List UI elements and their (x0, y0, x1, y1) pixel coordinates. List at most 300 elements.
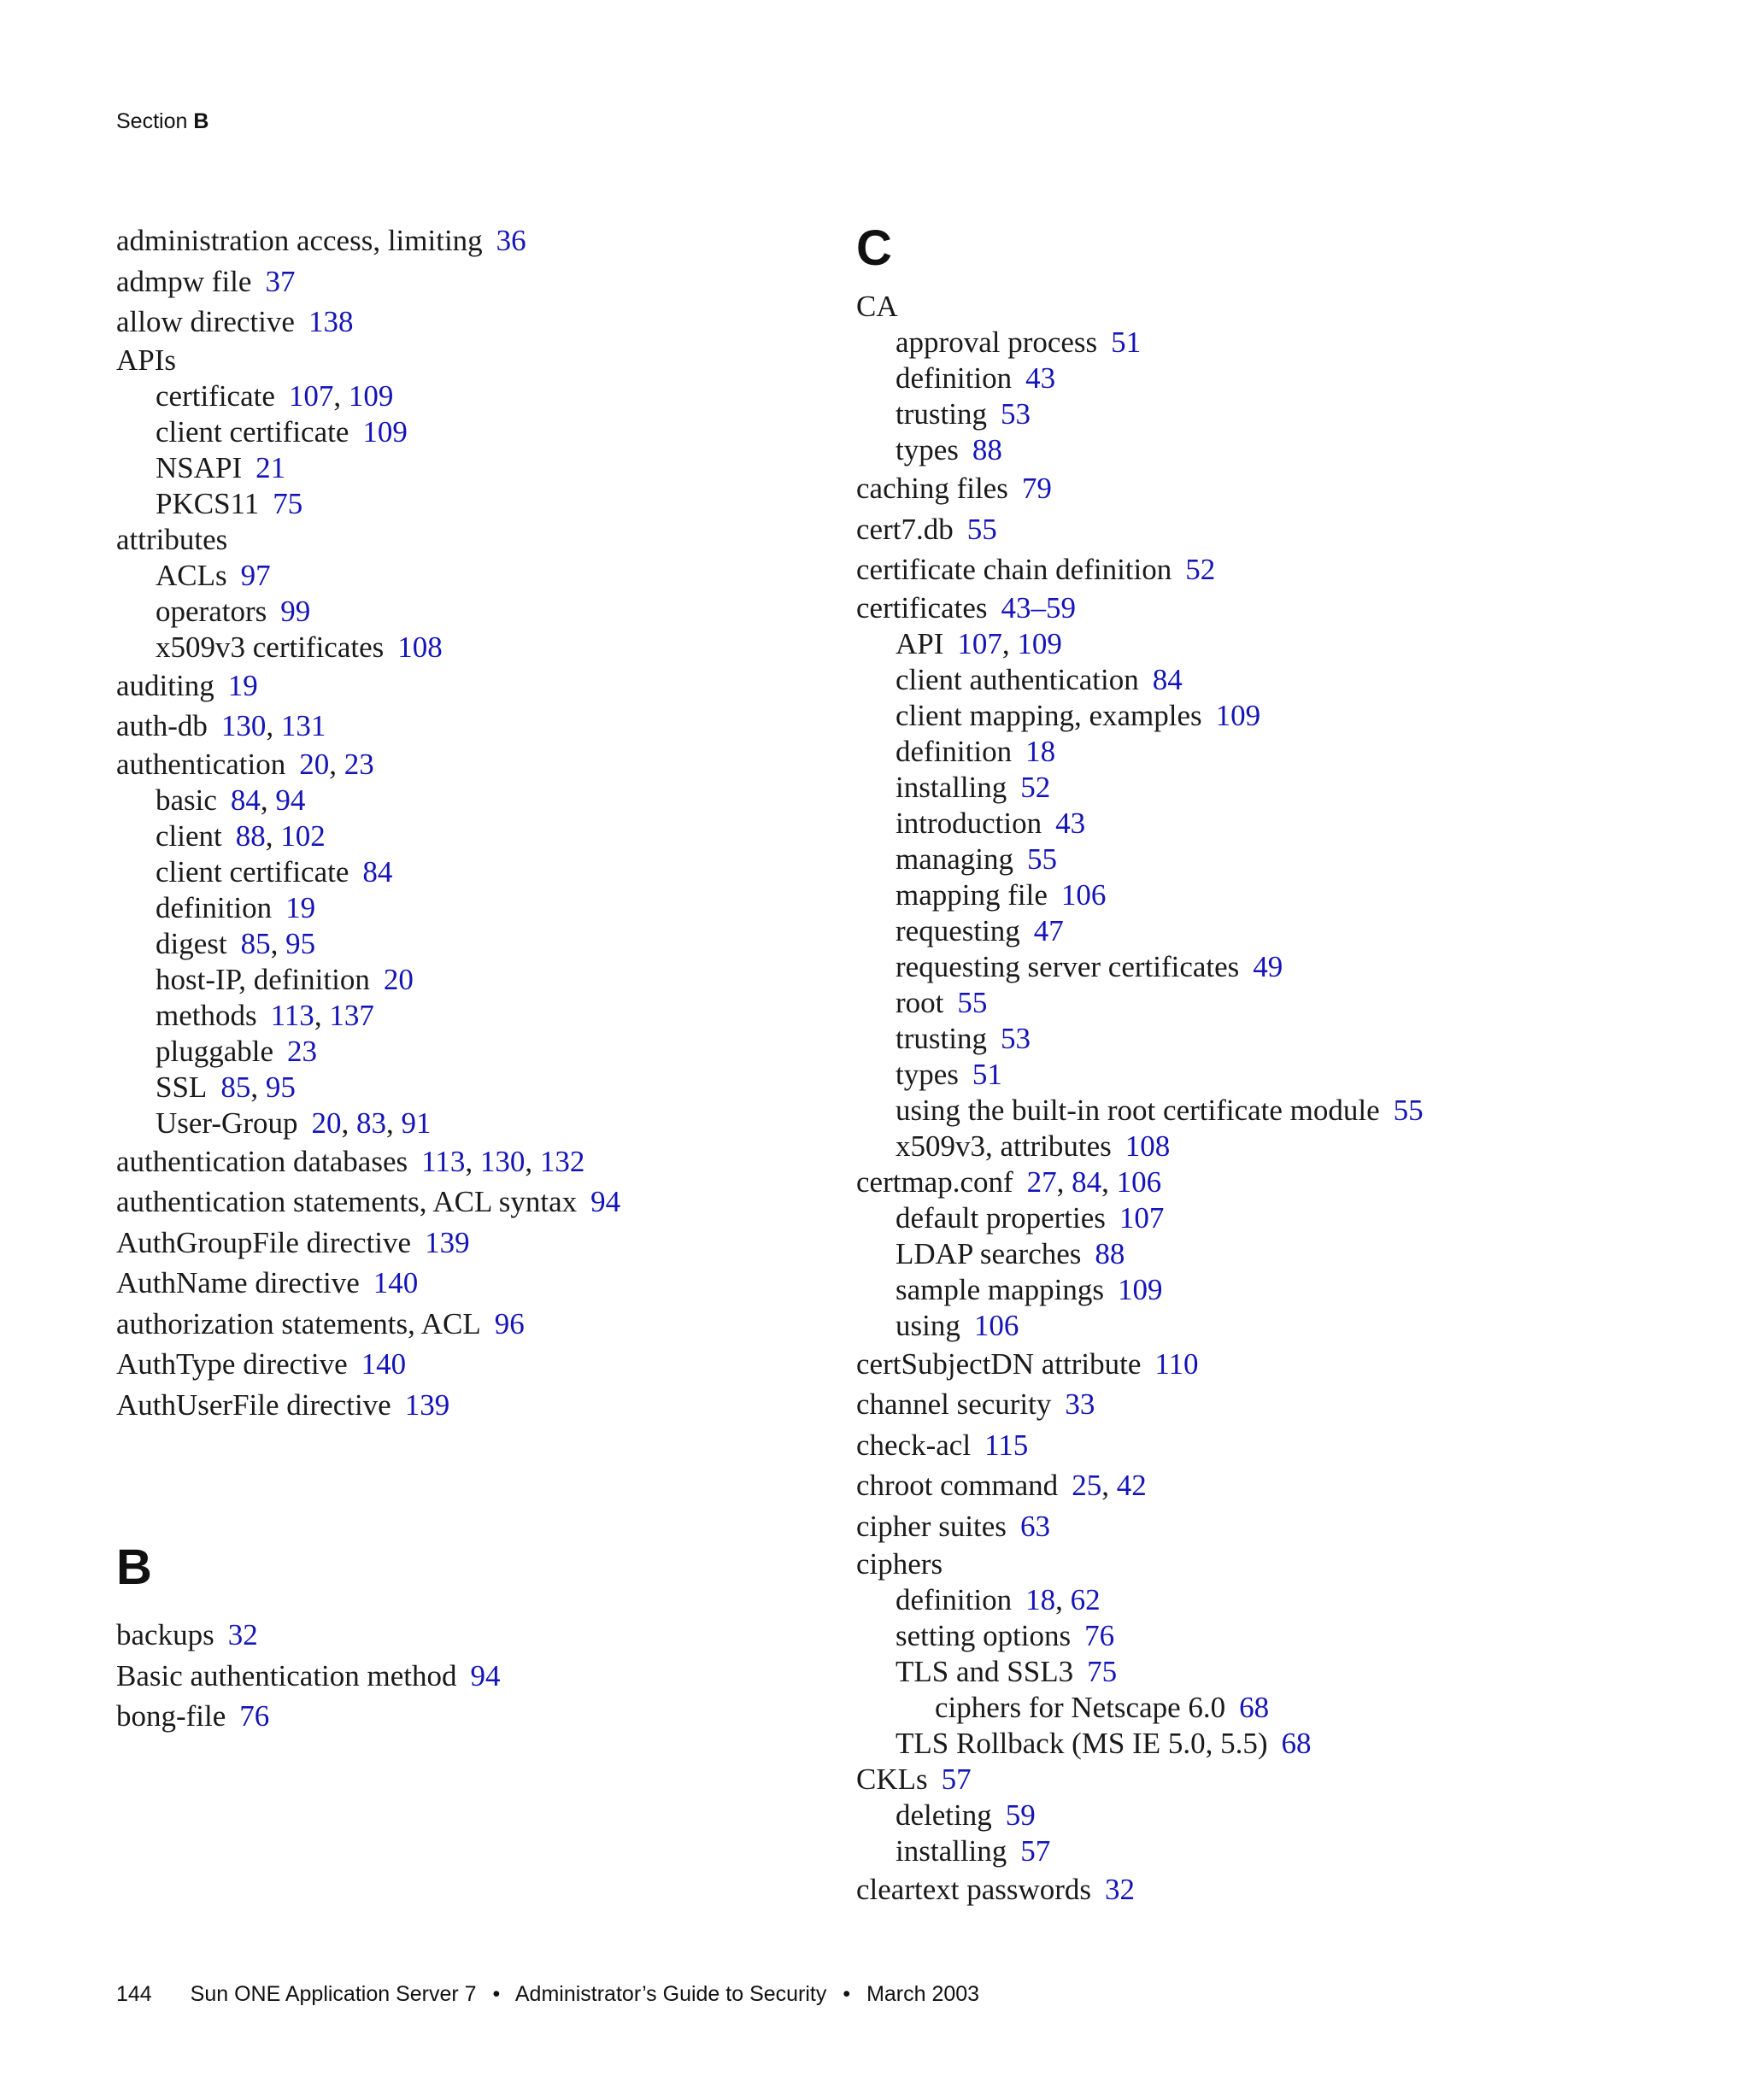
page-refs (1185, 553, 1215, 586)
page-ref-separator: , (1101, 1469, 1117, 1502)
index-subentry (116, 1070, 834, 1106)
page-refs (957, 986, 987, 1019)
page-refs (1084, 1619, 1114, 1652)
index-term: default properties (896, 1200, 1106, 1235)
page-link[interactable]: 99 (280, 594, 311, 628)
page-refs (289, 379, 394, 413)
page-link[interactable]: 63 (1019, 1509, 1050, 1543)
index-entry (116, 1304, 834, 1345)
index-subentry (856, 626, 1659, 662)
index-term: auditing (116, 668, 214, 702)
index-term: check-acl (856, 1428, 972, 1462)
page-refs (590, 1185, 620, 1218)
index-term: certmap.conf (856, 1164, 1013, 1199)
page-link[interactable]: 68 (1281, 1727, 1312, 1760)
page-refs (1027, 842, 1057, 876)
running-head (116, 109, 208, 134)
page-link[interactable]: 84 (362, 854, 393, 889)
page-link[interactable]: 18 (1025, 734, 1056, 768)
page-refs (1027, 1165, 1162, 1199)
index-subentry (856, 1798, 1659, 1833)
page-refs (1034, 914, 1064, 947)
page-refs (1216, 699, 1261, 732)
page-link[interactable]: 42 (1116, 1469, 1147, 1502)
page-link[interactable]: 106 (1060, 877, 1107, 912)
section-letter-b: B (116, 1540, 152, 1595)
index-term: cipher suites (856, 1509, 1007, 1543)
index-entry (116, 343, 834, 378)
index-entry (856, 1546, 1659, 1582)
index-subentry (116, 378, 834, 414)
index-subentry (856, 396, 1659, 432)
page-link[interactable]: 84 (230, 783, 261, 817)
index-entry (116, 522, 834, 558)
page-refs (1394, 1094, 1424, 1127)
page-refs (1105, 1873, 1135, 1906)
index-subentry (856, 806, 1659, 842)
index-term: chroot command (856, 1469, 1059, 1502)
page-link[interactable]: 95 (285, 926, 316, 960)
index-term: allow directive (116, 305, 295, 338)
index-subentry (116, 854, 834, 890)
page-link[interactable]: 76 (239, 1699, 270, 1733)
index-term: methods (156, 998, 257, 1032)
index-term: requesting server certificates (896, 949, 1240, 983)
page-link[interactable]: 91 (401, 1106, 432, 1140)
page-link[interactable]: 23 (287, 1034, 318, 1068)
page-link[interactable]: 55 (1027, 842, 1058, 876)
page-refs (405, 1388, 450, 1422)
index-column-right (856, 220, 1659, 1910)
index-term: AuthName directive (116, 1266, 360, 1299)
index-term: authentication statements, ACL syntax (116, 1185, 578, 1218)
footer-separator: • (843, 1982, 851, 2006)
page-link[interactable]: 32 (227, 1618, 258, 1651)
page-refs (1006, 1798, 1036, 1832)
page-refs (1025, 735, 1055, 768)
index-term: Basic authentication method (116, 1658, 457, 1692)
page-link[interactable]: 37 (265, 264, 296, 298)
page-link[interactable]: 83 (355, 1106, 386, 1140)
page-link[interactable]: 20 (299, 747, 330, 781)
index-term: using (896, 1308, 960, 1342)
page-link[interactable]: 47 (1033, 913, 1064, 947)
index-term: administration access, limiting (116, 224, 483, 257)
page-refs (239, 1699, 269, 1733)
page-link[interactable]: 110 (1154, 1346, 1199, 1381)
index-subentry (856, 1726, 1659, 1762)
page-refs (1020, 1510, 1050, 1543)
page-refs (1154, 1347, 1198, 1381)
page-link[interactable]: 107 (1119, 1200, 1165, 1235)
index-term: deleting (896, 1798, 992, 1832)
page-refs (957, 627, 1062, 660)
index-subentry (856, 949, 1659, 985)
index-entry (116, 666, 834, 707)
index-term: cert7.db (856, 512, 954, 546)
page-link[interactable]: 75 (1087, 1655, 1118, 1688)
index-term: definition (156, 890, 273, 924)
page-link[interactable]: 139 (404, 1387, 450, 1422)
page-link[interactable]: 94 (470, 1658, 501, 1692)
page-link[interactable]: 43 (1055, 806, 1086, 840)
index-term: attributes (116, 522, 228, 556)
index-term: requesting (896, 913, 1020, 947)
index-term: ACLs (156, 558, 227, 592)
index-entry (856, 1762, 1659, 1798)
page-link[interactable]: 55 (966, 512, 997, 546)
page-link[interactable]: 68 (1239, 1691, 1270, 1724)
page-refs (1153, 663, 1183, 696)
page-refs (1065, 1387, 1095, 1421)
index-entry (116, 1263, 834, 1304)
index-term: types (896, 1057, 959, 1091)
page-link[interactable]: 51 (1111, 326, 1142, 359)
page-link[interactable]: 94 (590, 1185, 621, 1218)
page-link[interactable]: 85 (240, 926, 271, 960)
page-link[interactable]: 20 (311, 1106, 342, 1140)
page-link[interactable]: 107 (957, 626, 1002, 660)
page-link[interactable]: 140 (361, 1347, 407, 1381)
page-link[interactable]: 109 (1215, 698, 1261, 732)
page-link[interactable]: 85 (220, 1070, 251, 1104)
page-link[interactable]: 113 (270, 998, 314, 1032)
page-refs (1072, 1469, 1147, 1502)
page-refs (972, 1058, 1002, 1091)
page-link[interactable]: 59 (1005, 1798, 1036, 1832)
index-subentry (856, 1582, 1659, 1618)
page-ref-separator: , (250, 1070, 266, 1104)
index-subentry (116, 962, 834, 998)
page-refs (1025, 361, 1055, 395)
index-subentry (856, 1200, 1659, 1236)
page-refs (972, 433, 1002, 466)
index-entry (856, 1506, 1659, 1547)
index-entry (856, 289, 1659, 325)
page-link[interactable]: 53 (1000, 397, 1031, 431)
page-link[interactable]: 55 (1393, 1093, 1424, 1127)
index-term: introduction (896, 806, 1042, 840)
page-refs (1253, 950, 1283, 983)
page-refs (495, 1307, 525, 1340)
page-refs (273, 487, 302, 520)
page-link[interactable]: 109 (362, 414, 408, 449)
index-entry (116, 747, 834, 783)
page-link[interactable]: 113 (421, 1144, 466, 1178)
index-entry (116, 302, 834, 343)
page-link[interactable]: 102 (280, 818, 326, 853)
index-section-a (116, 220, 834, 1425)
index-subentry (856, 1236, 1659, 1272)
index-term: AuthGroupFile directive (116, 1225, 412, 1259)
footer-date: March 2003 (866, 1982, 980, 2006)
page-link[interactable]: 107 (288, 378, 334, 413)
page-ref-separator: , (270, 926, 286, 960)
page-refs (1001, 1022, 1031, 1055)
page-link[interactable]: 109 (1118, 1272, 1163, 1306)
index-subentry (856, 985, 1659, 1021)
index-subentry (856, 1833, 1659, 1869)
page-link[interactable]: 130 (479, 1144, 526, 1178)
page-refs (421, 1145, 584, 1178)
index-term: trusting (896, 1021, 987, 1055)
page-ref-separator: , (260, 783, 276, 817)
index-subentry (856, 1093, 1659, 1129)
page-link[interactable]: 97 (240, 558, 271, 592)
page-ref-separator: , (266, 709, 281, 742)
footer-product: Sun ONE Application Server 7 (190, 1982, 477, 2006)
index-entry (856, 1425, 1659, 1466)
page-refs (311, 1106, 431, 1140)
page-link[interactable]: 115 (984, 1428, 1029, 1462)
page-refs (1061, 878, 1107, 912)
page-refs (1118, 1273, 1163, 1306)
index-term: installing (896, 1834, 1007, 1868)
index-term: API (896, 626, 944, 660)
index-subentry (116, 486, 834, 522)
index-entry (116, 1182, 834, 1223)
page-link[interactable]: 140 (373, 1266, 419, 1299)
page-link[interactable]: 88 (1095, 1236, 1125, 1270)
index-term: using the built-in root certificate module (896, 1093, 1380, 1127)
page-link[interactable]: 106 (1116, 1164, 1162, 1199)
index-term: SSL (156, 1070, 208, 1104)
page-refs (384, 963, 414, 996)
index-subentry (856, 325, 1659, 361)
index-term: definition (896, 361, 1013, 395)
page-ref-separator: , (314, 998, 330, 1032)
index-entry (856, 1869, 1659, 1910)
page-link[interactable]: 95 (265, 1070, 296, 1104)
index-subentry (856, 1272, 1659, 1308)
page-link[interactable]: 108 (1125, 1129, 1171, 1163)
index-column-left (116, 220, 834, 1737)
index-subentry (856, 1308, 1659, 1344)
index-term: pluggable (156, 1034, 274, 1068)
index-term: backups (116, 1618, 214, 1651)
index-term: client (156, 818, 222, 853)
page-refs (974, 1309, 1019, 1342)
page-link[interactable]: 43–59 (1001, 590, 1077, 625)
index-subentry (856, 1021, 1659, 1057)
index-term: authentication (116, 747, 286, 781)
index-term: User-Group (156, 1106, 298, 1140)
page-refs (1282, 1727, 1312, 1760)
index-term: setting options (896, 1619, 1072, 1652)
page-ref-separator: , (265, 818, 281, 853)
page-link[interactable]: 109 (348, 378, 394, 413)
index-term: client authentication (896, 662, 1139, 696)
index-term: channel security (856, 1387, 1052, 1421)
page-ref-separator: , (1101, 1164, 1117, 1199)
page-link[interactable]: 33 (1065, 1387, 1095, 1421)
page-link[interactable]: 49 (1253, 949, 1283, 983)
page-link[interactable]: 132 (539, 1144, 585, 1178)
index-entry (116, 1656, 834, 1697)
page-link[interactable]: 84 (1152, 662, 1183, 696)
page-refs (471, 1659, 501, 1692)
index-subentry (116, 630, 834, 666)
page-link[interactable]: 131 (280, 709, 326, 742)
index-section-b (116, 1615, 834, 1737)
index-term: managing (896, 842, 1014, 876)
page-link[interactable]: 96 (494, 1306, 525, 1340)
index-term: TLS Rollback (MS IE 5.0, 5.5) (896, 1727, 1268, 1760)
page-refs (373, 1266, 419, 1299)
index-term: client certificate (156, 414, 349, 449)
page-link[interactable]: 75 (273, 486, 303, 520)
page-link[interactable]: 20 (383, 962, 414, 996)
index-subentry (116, 783, 834, 818)
page-refs (285, 891, 315, 924)
page-refs (1111, 326, 1141, 359)
index-subentry (856, 842, 1659, 877)
index-entry (856, 468, 1659, 509)
page-refs (967, 513, 997, 546)
index-term: auth-db (116, 709, 208, 742)
page-refs (1125, 1129, 1171, 1163)
index-entry (116, 1696, 834, 1737)
index-term: client mapping, examples (896, 698, 1202, 732)
index-subentry (116, 1106, 834, 1141)
index-subentry (856, 734, 1659, 770)
page-link[interactable]: 27 (1026, 1164, 1057, 1199)
page-refs (1001, 591, 1077, 625)
page-link[interactable]: 36 (496, 224, 526, 257)
page-link[interactable]: 19 (227, 668, 258, 702)
index-term: client certificate (156, 854, 349, 889)
index-subentry (856, 877, 1659, 913)
page-link[interactable]: 108 (397, 630, 443, 664)
page-link[interactable]: 51 (972, 1057, 1002, 1091)
page-refs (228, 669, 258, 702)
index-term: authentication databases (116, 1144, 408, 1178)
page-ref-separator: , (465, 1144, 480, 1178)
page-link[interactable]: 88 (972, 433, 1002, 466)
page-link[interactable]: 84 (1072, 1164, 1102, 1199)
page-refs (221, 709, 326, 742)
index-term: authorization statements, ACL (116, 1306, 481, 1340)
index-term: certSubjectDN attribute (856, 1346, 1142, 1381)
index-term: definition (896, 734, 1013, 768)
page-refs (287, 1035, 317, 1068)
page-link[interactable]: 57 (1020, 1834, 1051, 1868)
index-subentry (856, 770, 1659, 806)
index-subentry (856, 432, 1659, 468)
page-refs (397, 631, 443, 664)
page-refs (231, 783, 306, 817)
index-subentry (116, 1034, 834, 1070)
page-refs (308, 305, 354, 338)
index-term: caching files (856, 472, 1008, 505)
page-link[interactable]: 21 (255, 450, 286, 484)
index-term: certificate chain definition (856, 553, 1172, 586)
page-refs (942, 1763, 972, 1796)
index-entry (116, 1615, 834, 1656)
page-refs (1087, 1655, 1117, 1688)
index-subentry (856, 1129, 1659, 1164)
index-term: cleartext passwords (856, 1873, 1092, 1906)
index-term: mapping file (896, 877, 1048, 912)
index-entry (856, 1465, 1659, 1506)
page-link[interactable]: 19 (285, 890, 316, 924)
page-refs (280, 595, 310, 628)
page-refs (228, 1618, 258, 1651)
page-link[interactable]: 32 (1105, 1873, 1136, 1906)
index-term: AuthUserFile directive (116, 1387, 391, 1422)
index-subentry (116, 890, 834, 926)
footer-separator: • (492, 1982, 501, 2006)
index-subentry (116, 998, 834, 1034)
page-link[interactable]: 106 (973, 1308, 1019, 1342)
page-link[interactable]: 130 (220, 709, 267, 742)
index-term: APIs (116, 343, 177, 377)
index-term: ciphers for Netscape 6.0 (935, 1691, 1226, 1724)
index-term: basic (156, 783, 217, 817)
page-link[interactable]: 52 (1020, 770, 1051, 804)
page-link[interactable]: 76 (1084, 1619, 1115, 1652)
page-refs (1020, 771, 1050, 804)
page-refs (496, 224, 526, 257)
page-link[interactable]: 137 (329, 998, 374, 1032)
index-term: NSAPI (156, 450, 243, 484)
page-refs (1055, 807, 1085, 840)
index-entry (116, 1385, 834, 1426)
page-link[interactable]: 25 (1072, 1469, 1102, 1502)
page-refs (299, 748, 374, 781)
page-link[interactable]: 88 (235, 818, 266, 853)
index-term: root (896, 985, 944, 1019)
index-entry (116, 261, 834, 302)
page-refs (1119, 1201, 1165, 1235)
page-refs (236, 819, 326, 853)
page-refs (241, 559, 271, 592)
index-term: types (896, 433, 959, 466)
page-link[interactable]: 109 (1017, 626, 1062, 660)
page-refs (1239, 1691, 1269, 1724)
page-refs (362, 855, 392, 889)
index-entry (116, 220, 834, 261)
page-link[interactable]: 62 (1070, 1583, 1101, 1616)
page-link[interactable]: 55 (957, 985, 988, 1019)
index-subentry (116, 594, 834, 630)
page-link[interactable]: 57 (941, 1763, 972, 1796)
index-term: admpw file (116, 264, 252, 298)
index-subentry (856, 1654, 1659, 1690)
page-link[interactable]: 52 (1185, 553, 1216, 586)
index-term: PKCS11 (156, 486, 260, 520)
page-link[interactable]: 139 (425, 1225, 470, 1259)
index-term: certificate (156, 378, 275, 413)
page-link[interactable]: 43 (1025, 361, 1056, 395)
index-term: certificates (856, 590, 988, 625)
running-head-label: Section (116, 109, 188, 133)
index-entry (856, 1164, 1659, 1200)
index-term: AuthType directive (116, 1347, 348, 1381)
page-link[interactable]: 94 (275, 783, 306, 817)
page-refs (265, 265, 295, 298)
page-link[interactable]: 79 (1021, 472, 1052, 505)
index-entry (856, 509, 1659, 550)
index-subentry (856, 1618, 1659, 1654)
index-subentry (856, 1057, 1659, 1093)
page-link[interactable]: 23 (344, 747, 374, 781)
page-link[interactable]: 53 (1000, 1021, 1031, 1055)
page-link[interactable]: 18 (1025, 1583, 1056, 1616)
index-subentry (116, 414, 834, 450)
page-refs (361, 1347, 407, 1381)
page-link[interactable]: 138 (308, 305, 354, 338)
